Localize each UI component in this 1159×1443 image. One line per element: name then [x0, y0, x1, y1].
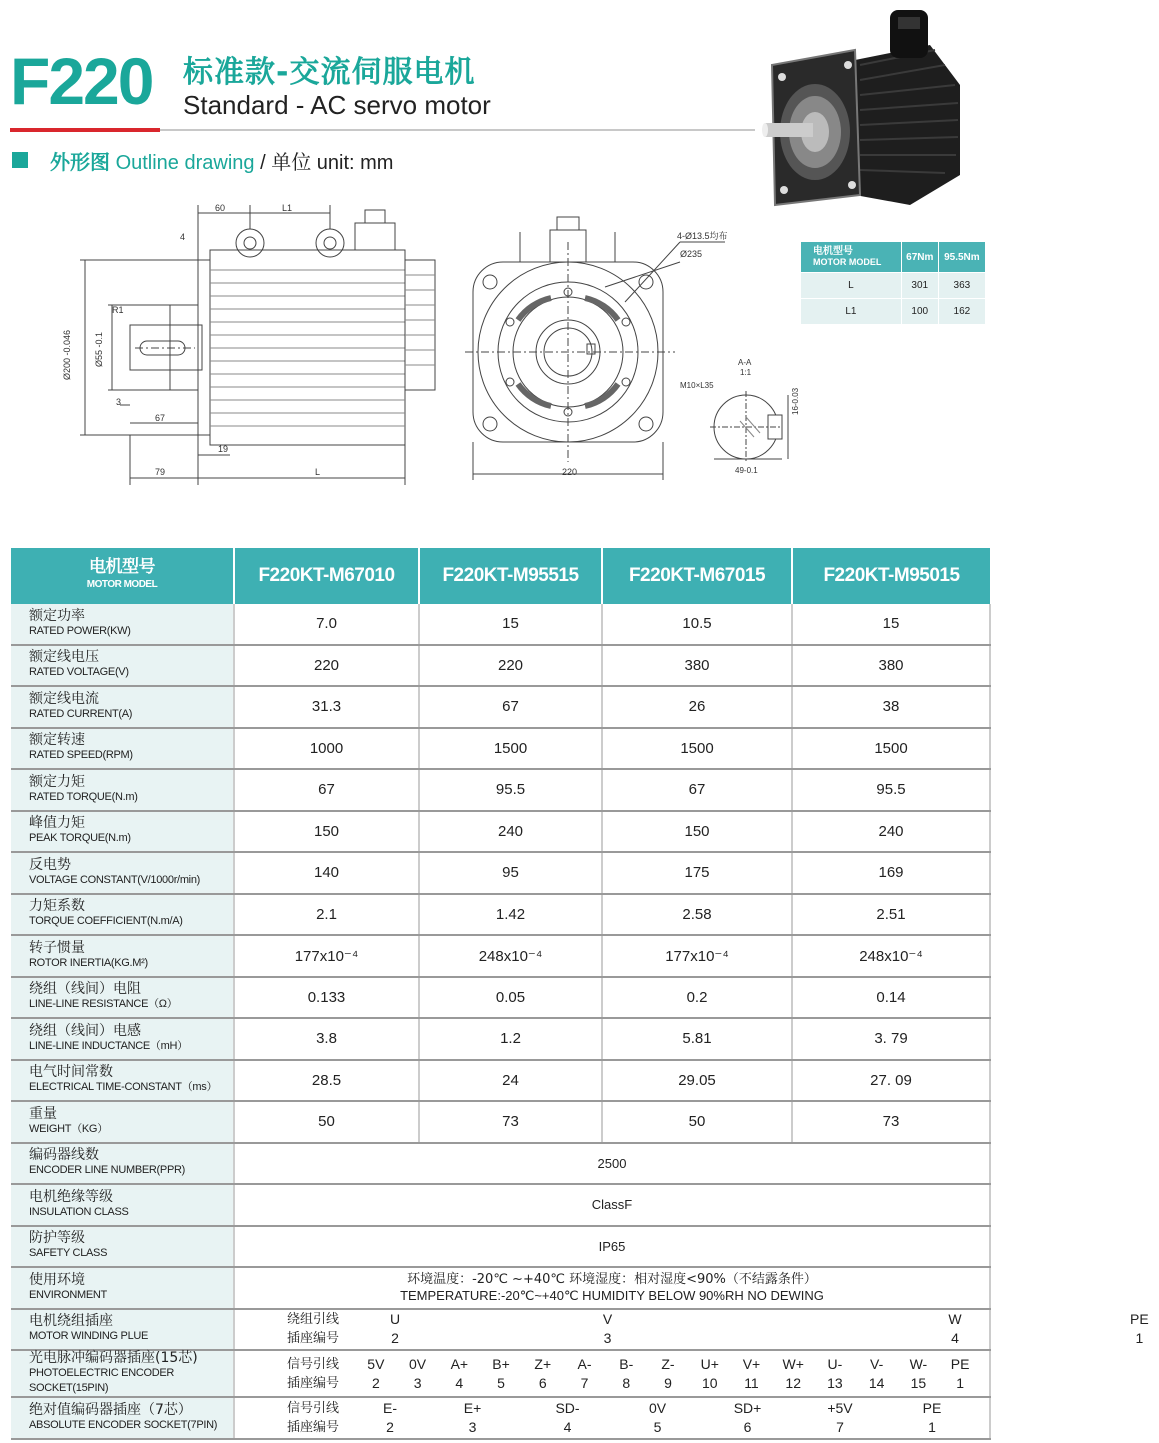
- spec-value: 380: [602, 645, 792, 687]
- row-label-en: TORQUE COEFFICIENT(N.m/A): [29, 915, 183, 928]
- row-label-en: WEIGHT（KG）: [29, 1122, 108, 1135]
- pin-number: 2: [391, 1330, 399, 1347]
- section-title-cn: 外形图: [50, 150, 110, 174]
- pin-head-signal: 绕组引线: [287, 1312, 340, 1328]
- dim-label-200: Ø200 -0.046: [62, 329, 72, 380]
- spec-value: 67: [419, 686, 602, 728]
- spec-row: [11, 769, 990, 811]
- spec-value: 27. 09: [792, 1060, 990, 1102]
- spec-header-model: F220KT-M95515: [419, 548, 602, 604]
- spec-row: [11, 935, 990, 977]
- spec-value: 2.58: [602, 894, 792, 936]
- row-label-en: MOTOR WINDING PLUE: [29, 1330, 149, 1343]
- environment-line-cn: 环境温度：-20℃ ~+40℃ 环境湿度：相对湿度<90%（不结露条件）: [407, 1271, 817, 1287]
- pin-number: 10: [701, 1374, 718, 1391]
- spec-value: 24: [419, 1060, 602, 1102]
- spec-header-model: F220KT-M67015: [602, 548, 792, 604]
- dim-label-key: 16-0.03: [791, 387, 800, 415]
- row-label-cn: 光电脉冲编码器插座(15芯): [29, 1350, 198, 1366]
- row-label-cn: 电气时间常数: [29, 1064, 113, 1081]
- spec-value: 67: [602, 769, 792, 811]
- dim-label-3: 3: [116, 397, 122, 407]
- pin-number: 5: [497, 1374, 505, 1391]
- spec-row: [11, 852, 990, 894]
- dim-label-l1: L1: [282, 203, 293, 213]
- pin-signal: B-: [619, 1355, 634, 1372]
- spec-value: 5.81: [602, 1018, 792, 1060]
- row-label: [11, 728, 234, 770]
- spec-value: 0.05: [419, 977, 602, 1019]
- row-label-en: LINE-LINE RESISTANCE（Ω）: [29, 998, 178, 1011]
- row-label: [11, 769, 234, 811]
- pin-head-number: 插座编号: [287, 1331, 340, 1347]
- spec-header-model: F220KT-M95015: [792, 548, 990, 604]
- spec-value: 73: [419, 1101, 602, 1143]
- pin-signal: A-: [577, 1355, 592, 1372]
- spec-value: 67: [234, 769, 419, 811]
- dim-label-67: 67: [155, 413, 166, 423]
- row-label: [11, 894, 234, 936]
- dim-table-row: L 301 363: [801, 273, 986, 299]
- pin-number: 6: [743, 1418, 752, 1435]
- spec-row: [11, 1101, 990, 1143]
- spec-value: 1000: [234, 728, 419, 770]
- pin-head-number: 插座编号: [287, 1375, 340, 1391]
- row-label-en: ENVIRONMENT: [29, 1288, 107, 1301]
- row-label-en: ELECTRICAL TIME-CONSTANT（ms）: [29, 1081, 218, 1094]
- row-label-en: PHOTOELECTRIC ENCODER SOCKET(15PIN): [29, 1367, 175, 1394]
- spec-row-winding: [11, 1309, 990, 1351]
- spec-value: 2500: [234, 1143, 990, 1185]
- row-label: [11, 1267, 234, 1309]
- pin-number: 3: [603, 1330, 612, 1347]
- dim-label-m10: M10×L35: [680, 381, 714, 390]
- spec-row: [11, 1184, 990, 1226]
- pin-signal: U+: [700, 1355, 719, 1372]
- row-label-cn: 重量: [29, 1105, 57, 1122]
- row-label-en: ROTOR INERTIA(KG.M²): [29, 956, 148, 969]
- title-chinese: 标准款-交流伺服电机: [183, 55, 476, 90]
- spec-value: 95: [419, 852, 602, 894]
- dim-label-4: 4: [180, 232, 186, 242]
- motor-photo: [760, 5, 975, 220]
- row-label-en: SAFETY CLASS: [29, 1247, 108, 1260]
- row-label-en: LINE-LINE INDUCTANCE（mH）: [29, 1039, 188, 1052]
- pin-table: [234, 1397, 990, 1439]
- pin-signal: W: [948, 1311, 962, 1328]
- row-label: [11, 811, 234, 853]
- spec-value: 240: [792, 811, 990, 853]
- row-label-en: ENCODER LINE NUMBER(PPR): [29, 1164, 185, 1177]
- pin-number: 9: [664, 1374, 672, 1391]
- side-view-drawing: [40, 195, 480, 490]
- spec-value: 73: [792, 1101, 990, 1143]
- header-rule: [160, 129, 755, 131]
- title-english: Standard - AC servo motor: [183, 90, 491, 120]
- pin-number: 12: [785, 1374, 801, 1391]
- spec-value: 1500: [419, 728, 602, 770]
- row-label-cn: 峰值力矩: [29, 815, 85, 832]
- dim-table-row: L1 100 162: [801, 299, 986, 325]
- spec-row-encoder7: [11, 1397, 990, 1439]
- pin-signal: U-: [827, 1355, 843, 1372]
- row-label-cn: 额定功率: [29, 607, 85, 624]
- pin-signal: Z-: [661, 1355, 675, 1372]
- spec-row: [11, 1018, 990, 1060]
- spec-row-environment: [11, 1267, 990, 1309]
- dim-table-header-95nm: 95.5Nm: [938, 242, 985, 273]
- pin-signal: V: [602, 1311, 613, 1328]
- spec-value: IP65: [234, 1226, 990, 1268]
- spec-row: [11, 811, 990, 853]
- section-bullet-icon: [12, 152, 28, 168]
- row-label: [11, 645, 234, 687]
- spec-value: 2.51: [792, 894, 990, 936]
- model-number: F220: [10, 44, 153, 118]
- pin-signal: W+: [782, 1355, 804, 1372]
- spec-value: 175: [602, 852, 792, 894]
- spec-value: 1.2: [419, 1018, 602, 1060]
- spec-value: 150: [602, 811, 792, 853]
- pin-number: 8: [622, 1374, 631, 1391]
- dim-label-holes: 4-Ø13.5均布: [677, 231, 728, 241]
- pin-number: 1: [956, 1374, 965, 1391]
- row-label-en: PEAK TORQUE(N.m): [29, 832, 131, 845]
- spec-value: 248x10⁻⁴: [419, 935, 602, 977]
- environment-line-en: TEMPERATURE:-20℃~+40℃ HUMIDITY BELOW 90%RH NO DEWING: [400, 1287, 824, 1303]
- spec-value: 140: [234, 852, 419, 894]
- row-label-cn: 额定线电压: [29, 649, 99, 666]
- pin-head-signal: 信号引线: [287, 1356, 340, 1372]
- spec-value: 0.14: [792, 977, 990, 1019]
- row-label-cn: 电机绝缘等级: [29, 1188, 113, 1205]
- dim-label-79: 79: [155, 467, 166, 477]
- pin-signal: E-: [383, 1399, 397, 1416]
- dim-table-header-67nm: 67Nm: [901, 242, 938, 273]
- spec-value: ClassF: [234, 1184, 990, 1226]
- spec-row: [11, 1143, 990, 1185]
- dim-label-pcd: Ø235: [680, 249, 703, 259]
- spec-value: 10.5: [602, 604, 792, 645]
- row-label-en: INSULATION CLASS: [29, 1205, 129, 1218]
- pin-signal: SD+: [733, 1399, 762, 1416]
- section-view-drawing: [680, 355, 810, 480]
- pin-signal: SD-: [555, 1399, 580, 1416]
- pin-number: 1: [1135, 1330, 1144, 1347]
- row-label-cn: 使用环境: [29, 1271, 85, 1288]
- row-label-en: RATED VOLTAGE(V): [29, 666, 129, 679]
- spec-value: 2.1: [234, 894, 419, 936]
- pin-number: 4: [951, 1330, 959, 1347]
- row-label-en: RATED TORQUE(N.m): [29, 790, 138, 803]
- row-label-cn: 编码器线数: [29, 1147, 99, 1164]
- dim-label-60: 60: [215, 203, 226, 213]
- row-label-en: RATED POWER(KW): [29, 624, 131, 637]
- row-label-en: RATED CURRENT(A): [29, 707, 133, 720]
- pin-number: 2: [371, 1374, 380, 1391]
- spec-value: 50: [602, 1101, 792, 1143]
- pin-number: 14: [868, 1374, 885, 1391]
- pin-signal: 0V: [648, 1399, 667, 1416]
- dim-label-49: 49-0.1: [735, 466, 758, 475]
- dim-label-55: Ø55 -0.1: [94, 331, 104, 367]
- dimension-table: [800, 241, 986, 325]
- row-label-cn: 绕组（线间）电阻: [29, 981, 141, 998]
- spec-value: 1.42: [419, 894, 602, 936]
- pin-head-signal: 信号引线: [287, 1400, 340, 1416]
- spec-value: 15: [792, 604, 990, 645]
- spec-row: [11, 728, 990, 770]
- spec-value: 26: [602, 686, 792, 728]
- spec-value: 177x10⁻⁴: [234, 935, 419, 977]
- pin-signal: +5V: [827, 1399, 853, 1416]
- row-label-en: ABSOLUTE ENCODER SOCKET(7PIN): [29, 1418, 218, 1431]
- spec-value: 220: [234, 645, 419, 687]
- spec-header-model: F220KT-M67010: [234, 548, 419, 604]
- spec-row: [11, 604, 990, 645]
- pin-number: 4: [455, 1374, 464, 1391]
- row-label: [11, 1184, 234, 1226]
- pin-number: 1: [928, 1418, 936, 1435]
- spec-row: [11, 645, 990, 687]
- spec-header-row: [11, 548, 990, 604]
- section-label: A-A: [738, 358, 752, 367]
- row-label-cn: 反电势: [29, 856, 71, 873]
- row-label-cn: 绝对值编码器插座（7芯）: [29, 1401, 192, 1418]
- row-label-cn: 防护等级: [29, 1230, 85, 1247]
- pin-number: 13: [827, 1374, 843, 1391]
- row-label: [11, 604, 234, 645]
- spec-value: 3.8: [234, 1018, 419, 1060]
- pin-number: 6: [538, 1374, 547, 1391]
- row-label: [11, 852, 234, 894]
- spec-value: 50: [234, 1101, 419, 1143]
- pin-signal: PE: [950, 1355, 970, 1372]
- spec-value: 0.133: [234, 977, 419, 1019]
- spec-value: 220: [419, 645, 602, 687]
- header-accent-rule: [10, 128, 160, 132]
- pin-table: [234, 1309, 1149, 1351]
- pin-table: [234, 1350, 990, 1397]
- row-label-en: VOLTAGE CONSTANT(V/1000r/min): [29, 873, 201, 886]
- pin-number: 3: [468, 1418, 477, 1435]
- dim-label-l: L: [315, 467, 321, 477]
- pin-number: 7: [580, 1374, 589, 1391]
- row-label-cn: 额定线电流: [29, 690, 99, 707]
- pin-signal: W-: [909, 1355, 928, 1372]
- dim-label-r1: R1: [112, 305, 124, 315]
- spec-table: [11, 548, 1149, 1440]
- pin-number: 4: [563, 1418, 572, 1435]
- row-label: [11, 1101, 234, 1143]
- spec-row: [11, 686, 990, 728]
- row-label: [11, 1143, 234, 1185]
- row-label: [11, 977, 234, 1019]
- pin-signal: B+: [492, 1355, 510, 1372]
- pin-signal: PE: [1130, 1311, 1149, 1328]
- spec-value: 7.0: [234, 604, 419, 645]
- section-title: [50, 150, 393, 175]
- spec-row: [11, 894, 990, 936]
- spec-value: 150: [234, 811, 419, 853]
- section-title-en: Outline drawing: [115, 152, 255, 174]
- spec-value: 1500: [792, 728, 990, 770]
- row-label: [11, 935, 234, 977]
- pin-number: 7: [836, 1418, 844, 1435]
- spec-value: 95.5: [419, 769, 602, 811]
- row-label: [11, 1397, 234, 1439]
- spec-value: 380: [792, 645, 990, 687]
- spec-value: 0.2: [602, 977, 792, 1019]
- spec-row-encoder15: [11, 1350, 990, 1397]
- pin-number: 15: [910, 1374, 927, 1391]
- row-label-cn: 额定转速: [29, 732, 85, 749]
- spec-row: [11, 1226, 990, 1268]
- spec-row: [11, 977, 990, 1019]
- spec-row: [11, 1060, 990, 1102]
- pin-signal: V-: [870, 1355, 884, 1372]
- spec-value: 31.3: [234, 686, 419, 728]
- spec-value: 28.5: [234, 1060, 419, 1102]
- spec-value: 169: [792, 852, 990, 894]
- row-label: [11, 1309, 234, 1351]
- row-label: [11, 686, 234, 728]
- pin-number: 2: [386, 1418, 394, 1435]
- spec-value: 3. 79: [792, 1018, 990, 1060]
- spec-header-label: 电机型号 MOTOR MODEL: [11, 548, 234, 604]
- spec-value: 95.5: [792, 769, 990, 811]
- row-label: [11, 1018, 234, 1060]
- pin-signal: Z+: [534, 1355, 552, 1372]
- pin-signal: V+: [742, 1355, 761, 1372]
- row-label-cn: 转子惯量: [29, 939, 85, 956]
- row-label-cn: 绕组（线间）电感: [29, 1022, 141, 1039]
- dim-label-19: 19: [218, 444, 229, 454]
- pin-number: 3: [413, 1374, 422, 1391]
- pin-signal: E+: [463, 1399, 482, 1416]
- spec-value: 240: [419, 811, 602, 853]
- spec-value: 38: [792, 686, 990, 728]
- pin-signal: A+: [450, 1355, 469, 1372]
- pin-signal: 5V: [367, 1355, 385, 1372]
- row-label: [11, 1060, 234, 1102]
- pin-head-number: 插座编号: [287, 1419, 340, 1435]
- spec-value: 15: [419, 604, 602, 645]
- spec-value: 1500: [602, 728, 792, 770]
- pin-signal: PE: [922, 1399, 942, 1416]
- environment-value: [234, 1267, 990, 1309]
- section-unit: / 单位 unit: mm: [260, 152, 394, 174]
- row-label-cn: 电机绕组插座: [29, 1313, 113, 1330]
- pin-signal: U: [389, 1311, 401, 1328]
- spec-value: 248x10⁻⁴: [792, 935, 990, 977]
- spec-value: 29.05: [602, 1060, 792, 1102]
- row-label-en: RATED SPEED(RPM): [29, 749, 133, 762]
- section-scale: 1:1: [740, 368, 752, 377]
- row-label: [11, 1226, 234, 1268]
- dim-table-header-model: 电机型号 MOTOR MODEL: [801, 242, 902, 273]
- row-label: [11, 1350, 234, 1397]
- pin-number: 11: [744, 1374, 759, 1391]
- pin-signal: 0V: [409, 1355, 427, 1372]
- spec-value: 177x10⁻⁴: [602, 935, 792, 977]
- row-label-cn: 额定力矩: [29, 773, 85, 790]
- row-label-cn: 力矩系数: [29, 898, 85, 915]
- dim-label-220: 220: [562, 467, 578, 477]
- pin-number: 5: [653, 1418, 662, 1435]
